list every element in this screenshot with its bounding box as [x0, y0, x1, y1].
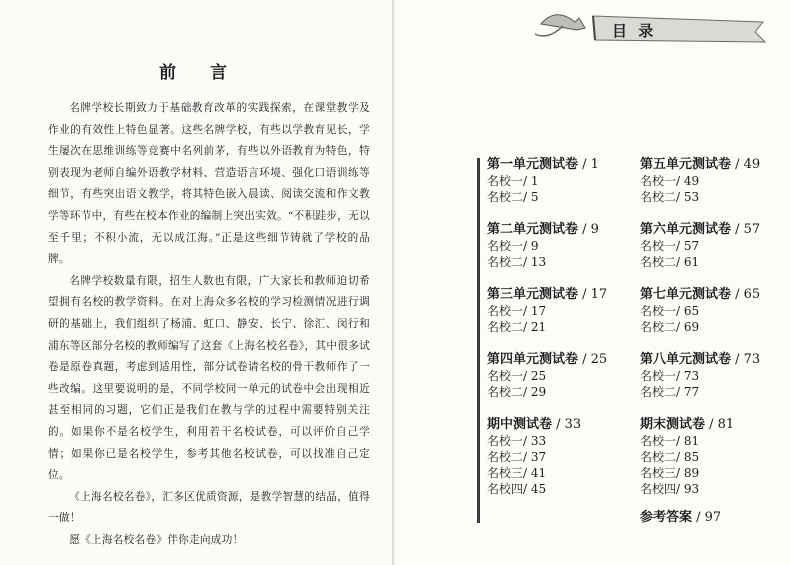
toc-school-name: 名校三 [487, 466, 524, 480]
toc-school-name: 名校一 [487, 369, 524, 383]
toc-school-entry[interactable] [487, 319, 637, 335]
toc-unit [640, 286, 790, 351]
preface-paragraph: 名牌学校长期致力于基础教育改革的实践探索，在课堂教学及作业的有效性上特色显著。这些名牌学校，有些以学教育见长，学生屡次在思维训练等竞赛中名列前茅，有些以外语教育为特色，特别表现为老师自编外语教学材料、营造语言环境、强化口语训练等细节，有些突出语文教学，将其特色嵌入晨读、阅读交流和作文教学等环节中，有些在校本作业的编制上突出实效。“不积跬步，无以至千里；不积小流，无以成江海。”正是这些细节铸就了学校的品牌。 [48, 102, 370, 266]
toc-school-name: 名校一 [487, 239, 524, 253]
toc-school-entry[interactable] [640, 189, 790, 205]
toc-school-page: / 41 [523, 466, 547, 480]
toc-school-name: 名校四 [640, 482, 677, 496]
toc-school-name: 名校一 [487, 304, 524, 318]
toc-school-page: / 61 [676, 255, 700, 269]
toc-unit-title[interactable] [640, 156, 790, 173]
toc-school-name: 名校二 [487, 320, 524, 334]
toc-school-name: 名校二 [640, 320, 677, 334]
toc-unit-title-text: 第六单元测试卷 [640, 222, 732, 237]
preface-body [48, 98, 370, 551]
preface-paragraph: 愿《上海名校名卷》伴你走向成功！ [69, 533, 244, 546]
toc-unit-title[interactable] [487, 221, 637, 238]
toc-unit-page: / 1 [578, 157, 599, 172]
toc-school-name: 名校二 [487, 190, 524, 204]
toc-school-page: / 17 [523, 304, 547, 318]
toc-unit [487, 416, 637, 520]
toc-unit-title[interactable] [487, 156, 637, 173]
preface-title: 前 言 [159, 63, 241, 83]
toc-school-page: / 33 [523, 434, 547, 448]
toc-unit-title-text: 第五单元测试卷 [640, 157, 732, 172]
toc-unit [640, 156, 790, 221]
toc-school-page: / 13 [523, 255, 547, 269]
contents-heading: 目 录 [612, 22, 657, 40]
toc-school-name: 名校二 [640, 450, 677, 464]
toc-school-entry[interactable] [640, 238, 790, 254]
toc-unit [487, 286, 637, 351]
toc-unit-title-text: 第七单元测试卷 [640, 287, 732, 302]
toc-unit-page: / 81 [705, 417, 735, 432]
toc-school-entry[interactable] [640, 368, 790, 384]
toc-unit-page: / 9 [578, 222, 599, 237]
toc-unit-title[interactable] [640, 351, 790, 368]
preface-paragraph: 《上海名校名卷》，汇多区优质资源，是教学智慧的结晶，值得一做！ [48, 490, 370, 525]
toc-school-entry[interactable] [487, 254, 637, 270]
toc-unit-title[interactable] [640, 416, 790, 433]
toc-school-name: 名校一 [640, 239, 677, 253]
toc-school-page: / 49 [676, 174, 700, 188]
toc-school-page: / 5 [523, 190, 539, 204]
toc-school-page: / 25 [523, 369, 547, 383]
toc-answers-page: / 97 [692, 510, 722, 525]
toc-unit-page: / 33 [552, 417, 582, 432]
toc-school-name: 名校一 [640, 174, 677, 188]
toc-school-entry[interactable] [640, 384, 790, 400]
toc-school-page: / 53 [676, 190, 700, 204]
toc-school-name: 名校一 [640, 434, 677, 448]
toc-school-page: / 81 [676, 434, 700, 448]
toc-school-name: 名校三 [640, 466, 677, 480]
toc-school-name: 名校二 [487, 450, 524, 464]
toc-unit-page: / 73 [731, 352, 761, 367]
toc-school-page: / 65 [676, 304, 700, 318]
toc-unit-page: / 25 [578, 352, 608, 367]
toc-school-entry[interactable] [640, 449, 790, 465]
toc-school-page: / 29 [523, 385, 547, 399]
toc-unit-title-text: 期中测试卷 [487, 417, 553, 432]
toc-unit [487, 351, 637, 416]
toc-school-name: 名校一 [640, 369, 677, 383]
toc-column-left [487, 156, 637, 520]
toc-answers-title: 参考答案 [640, 510, 693, 525]
toc-school-entry[interactable] [640, 481, 790, 497]
toc-unit [640, 416, 790, 520]
toc-school-page: / 73 [676, 369, 700, 383]
toc-school-name: 名校四 [487, 482, 524, 496]
toc-school-name: 名校一 [640, 304, 677, 318]
toc-school-entry[interactable] [640, 319, 790, 335]
toc-school-entry[interactable] [487, 384, 637, 400]
toc-school-name: 名校一 [487, 174, 524, 188]
toc-unit-title-text: 第八单元测试卷 [640, 352, 732, 367]
toc-school-name: 名校二 [487, 385, 524, 399]
toc-school-entry[interactable] [487, 449, 637, 465]
toc-school-entry[interactable] [640, 303, 790, 319]
toc-unit-title-text: 第一单元测试卷 [487, 157, 579, 172]
toc-school-page: / 89 [676, 466, 700, 480]
toc-unit-page: / 65 [731, 287, 761, 302]
toc-school-page: / 77 [676, 385, 700, 399]
preface-paragraph: 名牌学校数量有限，招生人数也有限，广大家长和教师迫切希望拥有名校的教学资料。在对上海众多名校的学习检测情况进行调研的基础上，我们组织了杨浦、虹口、静安、长宁、徐汇、闵行和浦东等区部分名校的教师编写了这套《上海名校名卷》，其中很多试卷是原卷真题，考虑到适用性，部分试卷请名校的骨干教师作了一些改编。这里要说明的是，不同学校同一单元的试卷中会出现相近甚至相同的习题，它们正是我们在教与学的过程中需要特别关注的。如果你不是名校学生，利用若干名校试卷，可以评价自己学情；如果你已是名校学生，参考其他名校试卷，可以找准自己定位。 [48, 274, 370, 482]
toc-unit-title[interactable] [640, 286, 790, 303]
toc-school-page: / 9 [523, 239, 539, 253]
toc-unit-title-text: 第四单元测试卷 [487, 352, 579, 367]
toc-unit [640, 221, 790, 286]
toc-unit-title[interactable] [487, 416, 637, 433]
toc-unit-page: / 49 [731, 157, 761, 172]
toc-school-entry[interactable] [487, 465, 637, 481]
toc-school-entry[interactable] [487, 303, 637, 319]
toc-unit-title[interactable] [487, 286, 637, 303]
toc-school-name: 名校一 [487, 434, 524, 448]
toc-school-entry[interactable] [640, 433, 790, 449]
toc-school-page: / 69 [676, 320, 700, 334]
toc-answers-entry[interactable] [640, 506, 721, 525]
toc-unit [640, 351, 790, 416]
toc-school-page: / 85 [676, 450, 700, 464]
toc-unit-title-text: 第三单元测试卷 [487, 287, 579, 302]
contents-heading-tag [533, 8, 773, 46]
toc-school-entry[interactable] [487, 481, 637, 497]
toc-unit [487, 156, 637, 221]
toc-school-page: / 93 [676, 482, 700, 496]
toc-school-entry[interactable] [487, 189, 637, 205]
toc-school-name: 名校二 [640, 385, 677, 399]
toc-school-name: 名校二 [640, 255, 677, 269]
toc-unit-title-text: 期末测试卷 [640, 417, 706, 432]
toc-school-page: / 37 [523, 450, 547, 464]
toc-unit-title-text: 第二单元测试卷 [487, 222, 579, 237]
toc-school-page: / 45 [523, 482, 547, 496]
toc-school-page: / 21 [523, 320, 547, 334]
toc-school-entry[interactable] [640, 254, 790, 270]
toc-school-entry[interactable] [640, 465, 790, 481]
toc-unit-page: / 57 [731, 222, 761, 237]
toc-school-entry[interactable] [487, 238, 637, 254]
toc-school-entry[interactable] [487, 173, 637, 189]
toc-unit-title[interactable] [487, 351, 637, 368]
toc-unit-page: / 17 [578, 287, 608, 302]
toc-column-right [640, 156, 790, 520]
toc-school-page: / 57 [676, 239, 700, 253]
toc-rule [477, 158, 480, 523]
toc-school-page: / 1 [523, 174, 539, 188]
toc-unit [487, 221, 637, 286]
toc-school-name: 名校二 [640, 190, 677, 204]
toc-school-entry[interactable] [640, 173, 790, 189]
toc-school-name: 名校二 [487, 255, 524, 269]
toc-unit-title[interactable] [640, 221, 790, 238]
toc-school-entry[interactable] [487, 368, 637, 384]
toc-school-entry[interactable] [487, 433, 637, 449]
